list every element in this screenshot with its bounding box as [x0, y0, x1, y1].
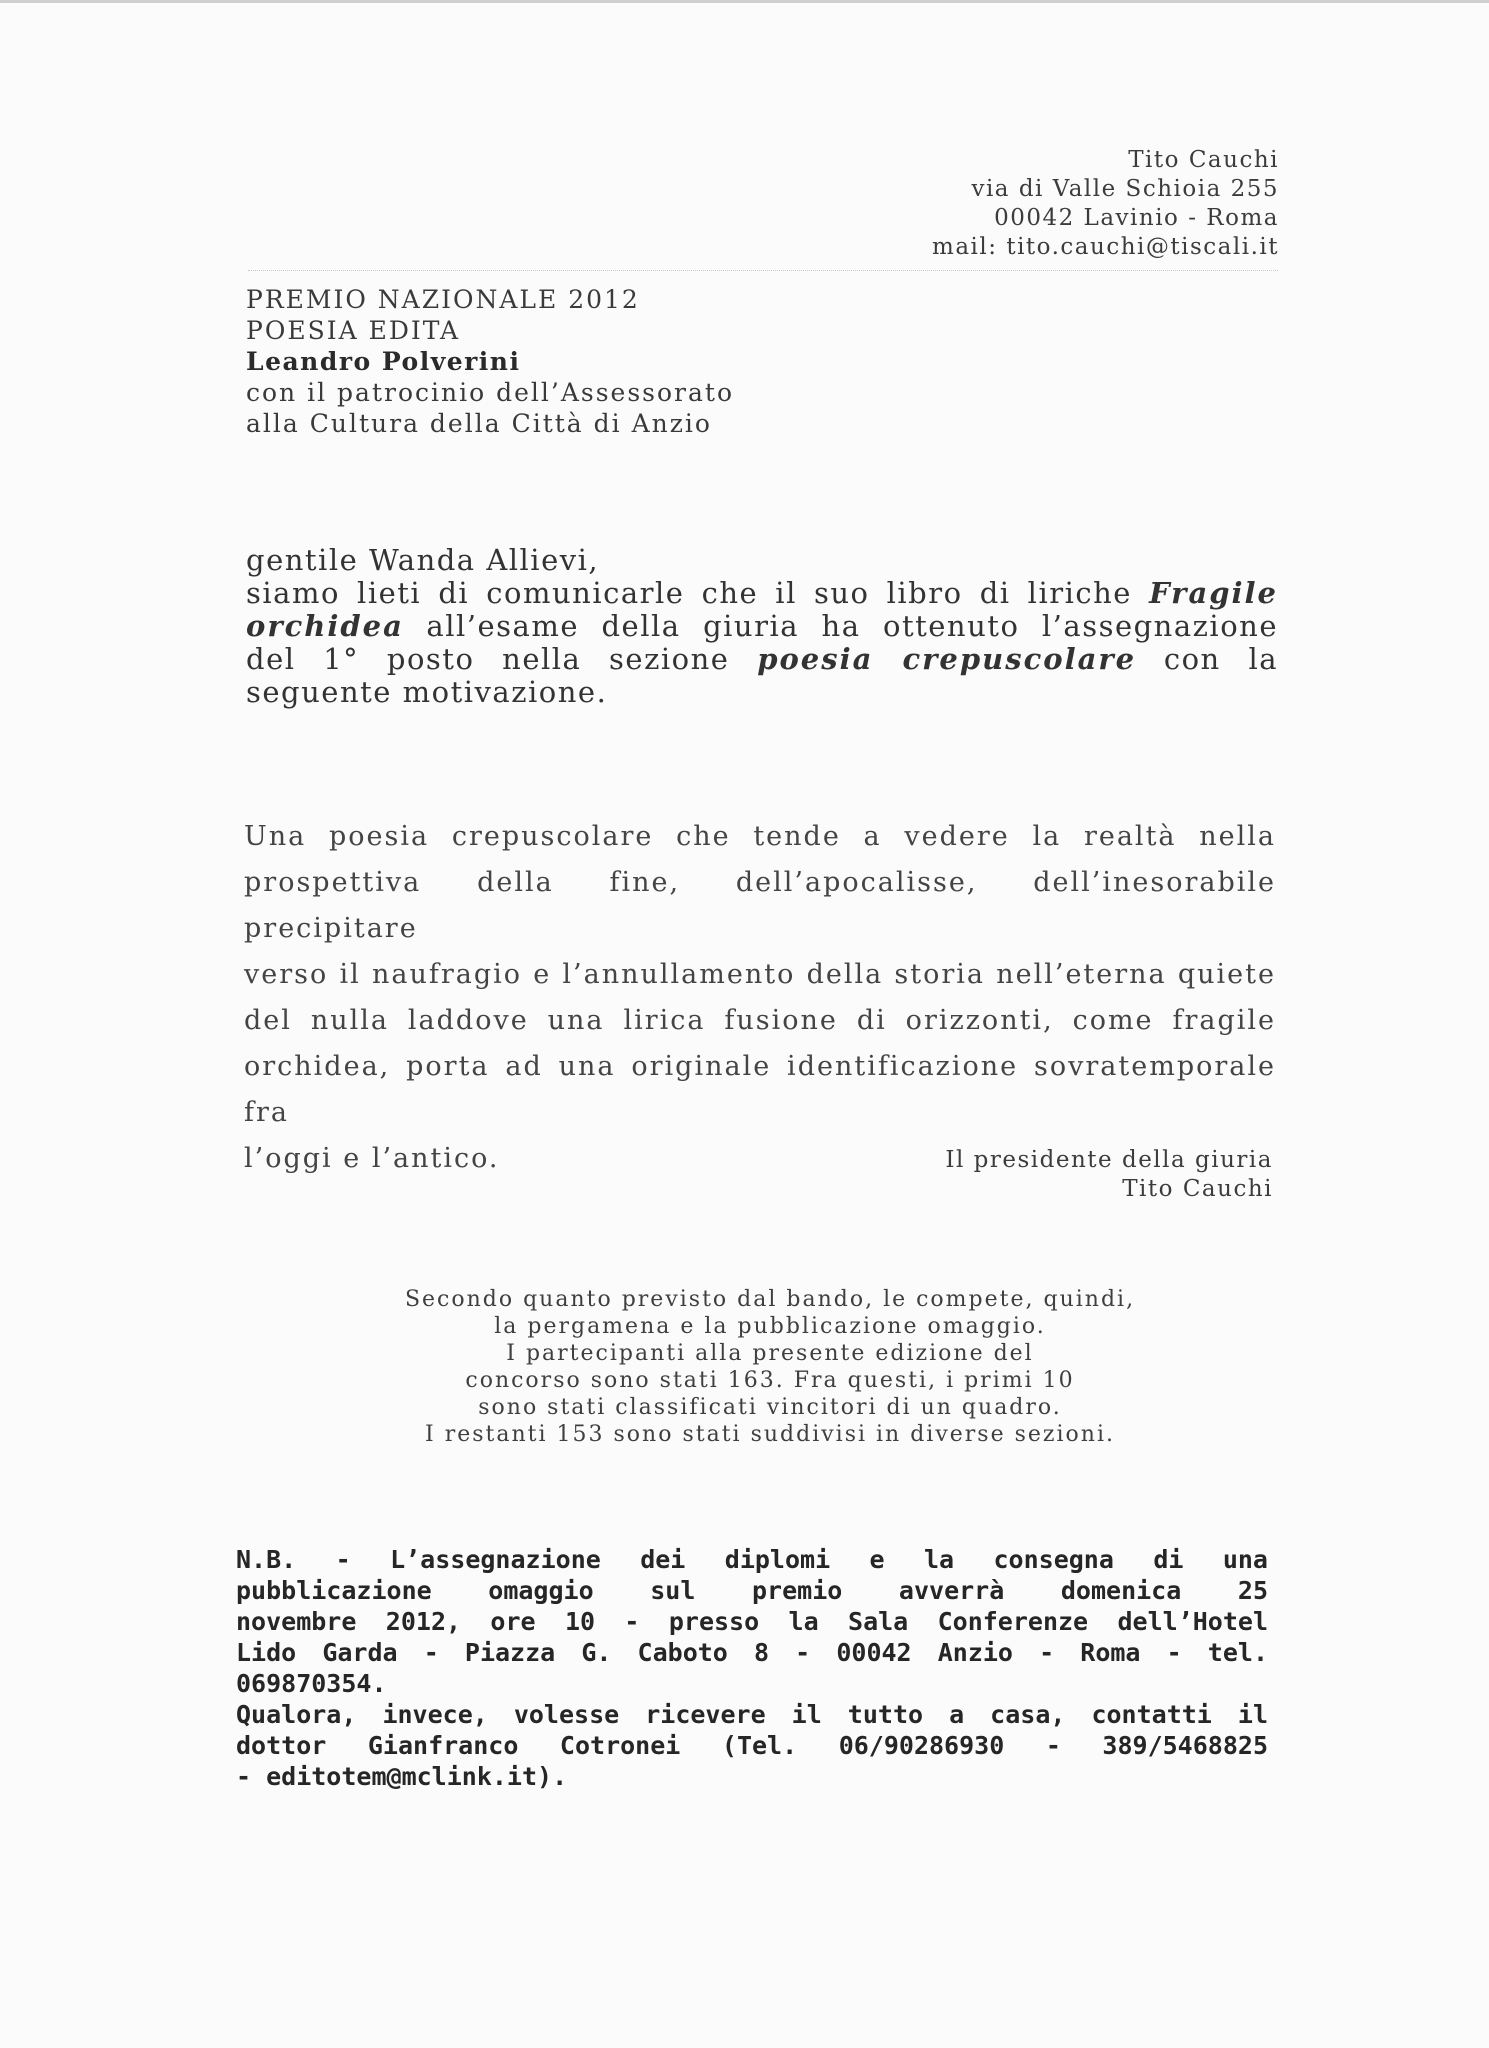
signature-name: Tito Cauchi: [1122, 1176, 1273, 1202]
book-title: orchidea: [246, 609, 404, 643]
notice-line: sono stati classificati vincitori di un quadro.: [478, 1395, 1062, 1420]
header-divider: [248, 270, 1278, 272]
prize-category: POESIA EDITA: [246, 316, 461, 345]
sender-email: mail: tito.cauchi@tiscali.it: [932, 234, 1279, 260]
letter-text: con la: [1163, 642, 1279, 676]
prize-title: PREMIO NAZIONALE 2012: [246, 285, 640, 314]
award-notice: [290, 1286, 1250, 1448]
prize-name: Leandro Polverini: [246, 347, 521, 376]
signature-role: Il presidente della giuria: [945, 1147, 1273, 1173]
notice-line: I restanti 153 sono stati suddivisi in diverse sezioni.: [425, 1422, 1115, 1447]
nb-line: Qualora, invece, volesse ricevere il tutto a casa, contatti il: [236, 1700, 1268, 1729]
motivation-paragraph: [244, 814, 1276, 1182]
sender-street: via di Valle Schioia 255: [971, 176, 1279, 202]
nb-line: novembre 2012, ore 10 - presso la Sala Conferenze dell’Hotel: [236, 1607, 1268, 1636]
letter-line: [246, 643, 1278, 676]
nota-bene: [236, 1544, 1268, 1792]
signature-block: [945, 1146, 1273, 1204]
notice-line: Secondo quanto previsto dal bando, le compete, quindi,: [404, 1287, 1136, 1312]
sender-address: [932, 146, 1279, 262]
letter-line: [246, 577, 1278, 610]
letter-text: all’esame della giuria ha ottenuto l’assegnazione: [426, 609, 1279, 643]
motivation-line: Una poesia crepuscolare che tende a vedere la realtà nella: [244, 821, 1276, 852]
letter-text: del 1° posto nella sezione: [246, 642, 730, 676]
prize-patronage-city: alla Cultura della Città di Anzio: [246, 409, 712, 438]
section-name: poesia crepuscolare: [757, 642, 1137, 676]
page-top-edge: [0, 0, 1489, 3]
notice-line: I partecipanti alla presente edizione del: [506, 1341, 1034, 1366]
letter-line: seguente motivazione.: [246, 675, 608, 709]
notice-line: concorso sono stati 163. Fra questi, i primi 10: [465, 1368, 1075, 1393]
motivation-line: verso il naufragio e l’annullamento della storia nell’eterna quiete: [244, 959, 1276, 990]
nb-line: dottor Gianfranco Cotronei (Tel. 06/90286930 - 389/5468825: [236, 1731, 1268, 1760]
nb-line: - editotem@mclink.it).: [236, 1762, 568, 1791]
letter-body: [246, 544, 1278, 709]
sender-name: Tito Cauchi: [1128, 147, 1279, 173]
motivation-line: prospettiva della fine, dell’apocalisse, dell’inesorabile precipitare: [244, 867, 1276, 944]
prize-patronage: con il patrocinio dell’Assessorato: [246, 378, 734, 407]
nb-line: 069870354.: [236, 1669, 387, 1698]
motivation-line: orchidea, porta ad una originale identificazione sovratemporale fra: [244, 1051, 1276, 1128]
sender-city: 00042 Lavinio - Roma: [994, 205, 1279, 231]
nb-line: N.B. - L’assegnazione dei diplomi e la consegna di una: [236, 1545, 1268, 1574]
motivation-line: del nulla laddove una lirica fusione di orizzonti, come fragile: [244, 1005, 1276, 1036]
motivation-line: l’oggi e l’antico.: [244, 1143, 500, 1174]
nb-line: Lido Garda - Piazza G. Caboto 8 - 00042 Anzio - Roma - tel.: [236, 1638, 1268, 1667]
letter-line: [246, 610, 1278, 643]
book-title: Fragile: [1149, 576, 1279, 610]
notice-line: la pergamena e la pubblicazione omaggio.: [494, 1314, 1046, 1339]
salutation: gentile Wanda Allievi,: [246, 543, 600, 577]
prize-heading: [246, 284, 734, 439]
letter-text: siamo lieti di comunicarle che il suo libro di liriche: [246, 576, 1132, 610]
nb-line: pubblicazione omaggio sul premio avverrà domenica 25: [236, 1576, 1268, 1605]
